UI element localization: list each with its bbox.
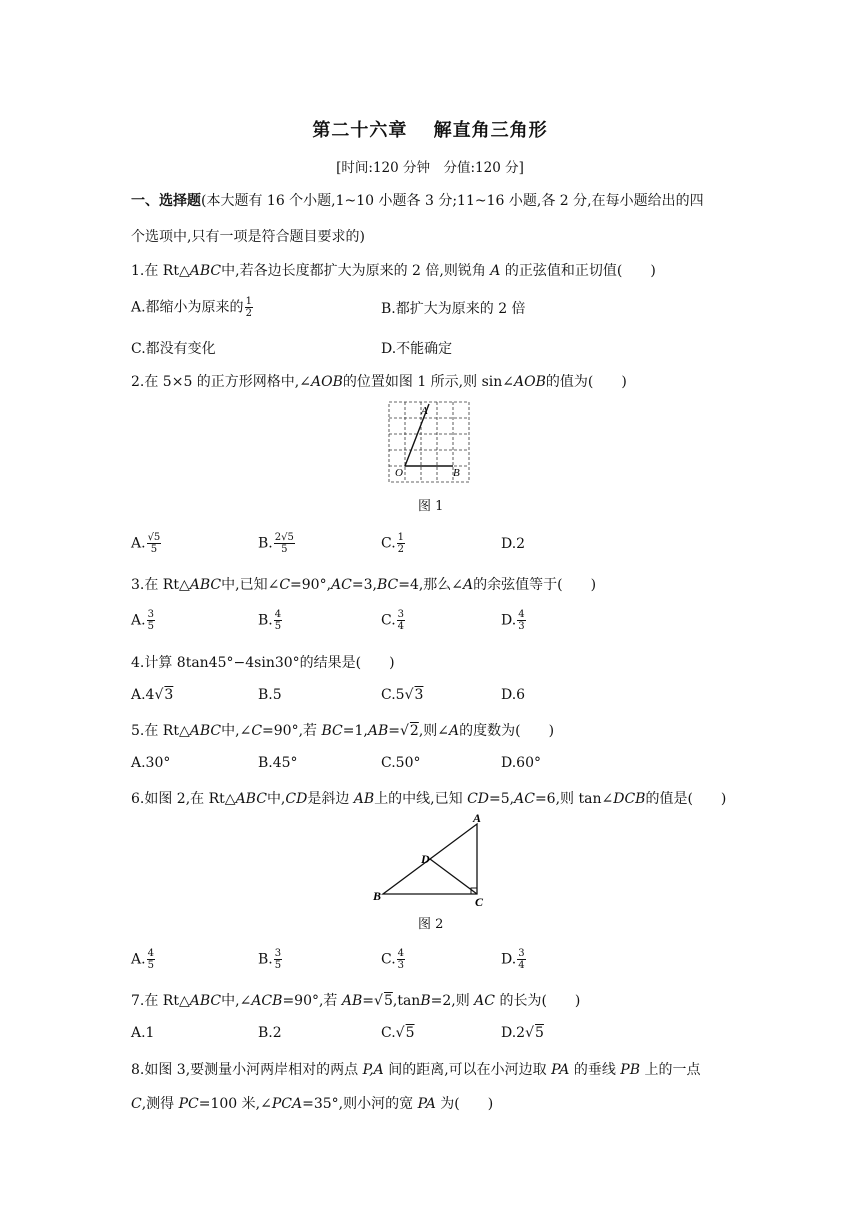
q4-option-b[interactable]: B.5 bbox=[258, 687, 282, 703]
q4-option-c[interactable]: C.5√3 bbox=[381, 687, 424, 703]
q1-option-a[interactable]: A.都缩小为原来的 $\frac{1}{2}$ bbox=[131, 296, 252, 319]
section-instructions-line2: 个选项中,只有一项是符合题目要求的) bbox=[131, 229, 365, 245]
question-6: 6.如图 2,在 Rt△ABC中,CD是斜边 AB上的中线,已知 CD=5,AC=6,则 tan∠DCB的值是( ) bbox=[131, 791, 727, 807]
fraction: $\frac{1}{2}$ bbox=[245, 296, 252, 319]
figure-1-grid bbox=[385, 398, 475, 486]
section-heading bbox=[131, 190, 704, 210]
q7-option-c[interactable]: C.√5 bbox=[381, 1025, 415, 1041]
q1-option-c[interactable]: C.都没有变化 bbox=[131, 341, 216, 357]
q2-option-d[interactable]: D.2 bbox=[501, 536, 526, 552]
question-7: 7.在 Rt△ABC中,∠ACB=90°,若 AB=√5,tanB=2,则 AC 的长为( ) bbox=[131, 993, 581, 1009]
question-4: 4.计算 8tan45°−4sin30°的结果是( ) bbox=[131, 655, 395, 671]
label-D: D bbox=[421, 852, 430, 866]
q7-option-b[interactable]: B.2 bbox=[258, 1025, 282, 1041]
q3-option-c[interactable]: C. $\frac{3}{4}$ bbox=[381, 609, 405, 632]
label-B: B bbox=[453, 467, 460, 479]
q5-option-c[interactable]: C.50° bbox=[381, 755, 421, 771]
q6-option-c[interactable]: C. $\frac{4}{3}$ bbox=[381, 948, 405, 971]
q1-option-d[interactable]: D.不能确定 bbox=[381, 341, 453, 357]
q2-option-b[interactable]: B. $\frac{2√5}{5}$ bbox=[258, 532, 294, 555]
q3-option-d[interactable]: D. $\frac{4}{3}$ bbox=[501, 609, 525, 632]
q7-option-d[interactable]: D.2√5 bbox=[501, 1025, 544, 1041]
q7-option-a[interactable]: A.1 bbox=[131, 1025, 155, 1041]
figure-1-caption: 图 1 bbox=[418, 499, 444, 514]
q4-option-a[interactable]: A.4√3 bbox=[131, 687, 174, 703]
q6-option-d[interactable]: D. $\frac{3}{4}$ bbox=[501, 948, 525, 971]
label-A: A bbox=[473, 811, 482, 825]
question-8-line2: C,测得 PC=100 米,∠PCA=35°,则小河的宽 PA 为( ) bbox=[131, 1096, 494, 1112]
q2-option-c[interactable]: C. $\frac{1}{2}$ bbox=[381, 532, 405, 555]
q3-option-a[interactable]: A. $\frac{3}{5}$ bbox=[131, 609, 154, 632]
q6-option-a[interactable]: A. $\frac{4}{5}$ bbox=[131, 948, 154, 971]
q4-option-d[interactable]: D.6 bbox=[501, 687, 526, 703]
question-1: 1.在 Rt△ABC中,若各边长度都扩大为原来的 2 倍,则锐角 A 的正弦值和正切值( ) bbox=[131, 263, 656, 279]
q5-option-a[interactable]: A.30° bbox=[131, 755, 171, 771]
question-8-line1: 8.如图 3,要测量小河两岸相对的两点 P,A 间的距离,可以在小河边取 PA 的垂线 PB 上的一点 bbox=[131, 1062, 701, 1078]
exam-info: [时间:120 分钟 分值:120 分] bbox=[336, 160, 524, 176]
q5-option-b[interactable]: B.45° bbox=[258, 755, 298, 771]
question-2: 2.在 5×5 的正方形网格中,∠AOB的位置如图 1 所示,则 sin∠AOB的值为( ) bbox=[131, 374, 627, 390]
page-title: 第二十六章 解直角三角形 bbox=[312, 120, 548, 141]
question-3: 3.在 Rt△ABC中,已知∠C=90°,AC=3,BC=4,那么∠A的余弦值等于( ) bbox=[131, 577, 597, 593]
label-C: C bbox=[475, 895, 484, 906]
section-instructions-line1: (本大题有 16 个小题,1~10 小题各 3 分;11~16 小题,各 2 分,在每小题给出的四 bbox=[201, 193, 704, 209]
q3-option-b[interactable]: B. $\frac{4}{5}$ bbox=[258, 609, 282, 632]
q5-option-d[interactable]: D.60° bbox=[501, 755, 541, 771]
q1-option-b[interactable]: B.都扩大为原来的 2 倍 bbox=[381, 301, 526, 317]
question-5: 5.在 Rt△ABC中,∠C=90°,若 BC=1,AB=√2,则∠A的度数为( ) bbox=[131, 723, 555, 739]
figure-2-triangle bbox=[370, 810, 490, 906]
q2-option-a[interactable]: A. $\frac{√5}{5}$ bbox=[131, 532, 161, 555]
q6-option-b[interactable]: B. $\frac{3}{5}$ bbox=[258, 948, 282, 971]
segment-CD bbox=[430, 859, 477, 894]
label-A: A bbox=[421, 405, 428, 417]
label-B: B bbox=[373, 889, 382, 903]
section-label: 一、选择题 bbox=[131, 193, 201, 209]
label-O: O bbox=[395, 467, 403, 479]
figure-2-caption: 图 2 bbox=[418, 917, 444, 932]
